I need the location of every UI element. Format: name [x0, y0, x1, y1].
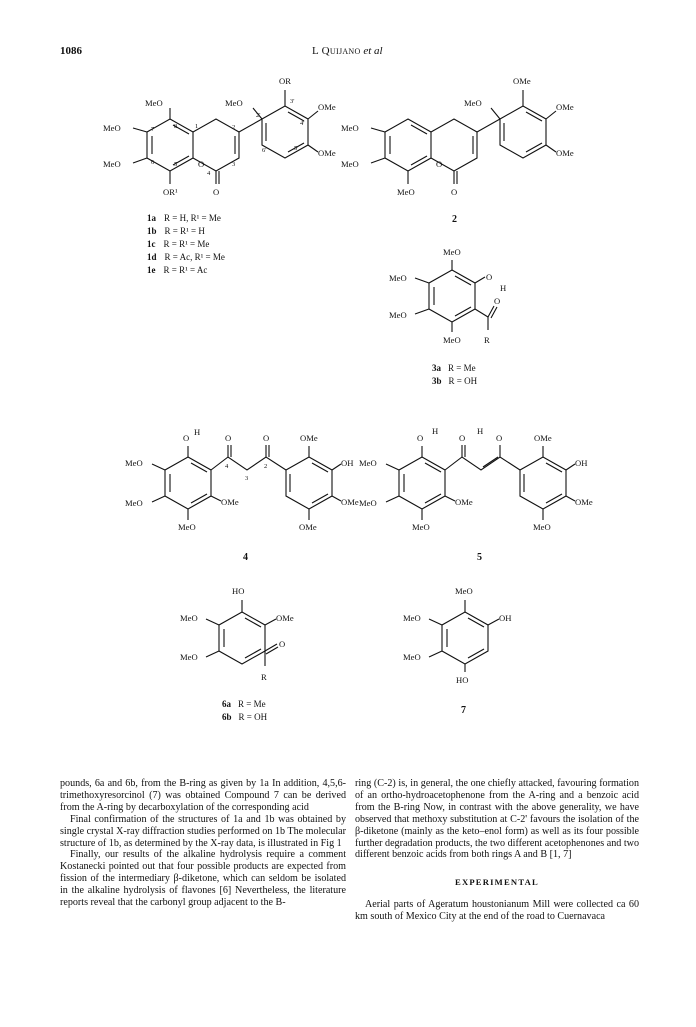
s4-label-ome-top: OMe	[300, 433, 318, 443]
s7-compound-number: 7	[461, 705, 466, 716]
legend-1a-text: R = H, R¹ = Me	[164, 213, 221, 223]
legend-1e-id: 1e	[147, 265, 156, 275]
paragraph-left-3: Finally, our results of the alkaline hydrolysis require a comment Kostanecki pointed out that four possible products are expected from fission of the intermediary β-diketone, which can seldom be isolated in the alkaline hydrolysis of flavones [6] Nevertheless, the literature reports reveal that the carbonyl group adjacent to the B-	[60, 849, 346, 909]
s2-label-meo-2prime: MeO	[464, 98, 482, 108]
s5-label-oh-right: OH	[575, 458, 588, 468]
legend-3b-id: 3b	[432, 376, 442, 386]
s1-num-5: 5	[174, 161, 178, 168]
s5-label-h-1: H	[432, 426, 439, 436]
s1-label-ring-o: O	[198, 159, 205, 169]
legend-1c-text: R = R¹ = Me	[163, 239, 210, 249]
s4-num-3: 3	[245, 475, 249, 482]
s2-label-carbonyl-o: O	[451, 187, 458, 197]
s1-label-meo-2prime: MeO	[225, 98, 243, 108]
legend-3a-id: 3a	[432, 363, 441, 373]
s4-label-oh-right: OH	[341, 458, 354, 468]
s2-compound-number: 2	[452, 214, 457, 225]
s1-num-2prime: 2'	[256, 112, 261, 119]
s6-label-r: R	[261, 672, 267, 682]
s2-label-ome-5prime: OMe	[556, 148, 574, 158]
legend-1b-text: R = R¹ = H	[164, 226, 205, 236]
legend-3a	[432, 363, 476, 373]
legend-1e-text: R = R¹ = Ac	[163, 265, 208, 275]
legend-6b-text: R = OH	[238, 712, 268, 722]
s5-label-ome-lower-right: OMe	[575, 497, 593, 507]
running-head-etal: et al	[363, 45, 383, 57]
legend-1d	[147, 252, 225, 262]
legend-6b-id: 6b	[222, 712, 232, 722]
legend-1d-text: R = Ac, R¹ = Me	[164, 252, 225, 262]
s1-num-4prime: 4'	[300, 120, 305, 127]
s5-label-meo-bottom-right: MeO	[533, 522, 551, 532]
s4-label-hydroxyl-o: O	[183, 433, 190, 443]
s4-label-ome-bottom: OMe	[299, 522, 317, 532]
s4-num-2: 2	[264, 463, 268, 470]
s1-num-5prime: 5'	[294, 145, 299, 152]
s5-label-o-1: O	[417, 433, 424, 443]
legend-1a-id: 1a	[147, 213, 156, 223]
s1-num-1: 1	[195, 123, 199, 130]
s1-num-2: 2	[232, 124, 236, 131]
s1-label-or: OR	[279, 76, 291, 86]
s2-label-meo-5: MeO	[397, 187, 415, 197]
s4-label-meo-lower-left: MeO	[125, 498, 143, 508]
s3-label-meo-bottom: MeO	[443, 335, 461, 345]
s4-label-carbonyl-o-1: O	[225, 433, 232, 443]
s2-label-ring-o: O	[436, 159, 443, 169]
s3-label-carbonyl-o: O	[494, 296, 501, 306]
s1-num-8: 8	[174, 123, 178, 130]
paragraph-experimental: Aerial parts of Ageratum houstonianum Mill were collected ca 60 km south of Mexico City at the end of the road to Cuernavaca	[355, 899, 639, 923]
s3-label-r: R	[484, 335, 490, 345]
section-title-experimental: EXPERIMENTAL	[455, 877, 539, 888]
legend-1a	[147, 213, 221, 223]
s1-num-6prime: 6'	[262, 147, 267, 154]
s1-label-meo-6: MeO	[103, 159, 121, 169]
body-column-right	[355, 778, 639, 923]
s7-label-meo-top: MeO	[455, 586, 473, 596]
legend-6a-text: R = Me	[238, 699, 266, 709]
s6-label-meo-left: MeO	[180, 613, 198, 623]
s6-label-ome-right: OMe	[276, 613, 294, 623]
legend-3b-text: R = OH	[448, 376, 478, 386]
s5-label-h-2: H	[477, 426, 484, 436]
s1-label-carbonyl-o: O	[213, 187, 220, 197]
legend-1b	[147, 226, 205, 236]
s1-num-3prime: 3'	[290, 98, 295, 105]
structure-7	[429, 600, 499, 672]
s2-label-meo-6: MeO	[341, 159, 359, 169]
legend-6a-id: 6a	[222, 699, 231, 709]
structure-3	[415, 260, 497, 332]
s7-label-meo-lower: MeO	[403, 652, 421, 662]
s3-label-meo-top: MeO	[443, 247, 461, 257]
legend-1c-id: 1c	[147, 239, 156, 249]
legend-3a-text: R = Me	[448, 363, 476, 373]
s4-label-ome-inner: OMe	[221, 497, 239, 507]
paragraph-left-2: Final confirmation of the structures of 1a and 1b was obtained by single crystal X-ray diffraction studies performed on 1b The molecular structure of 1b, as determined by the X-ray data, is illustrated in Fig 1	[60, 813, 346, 849]
s3-label-meo-left: MeO	[389, 273, 407, 283]
paragraph-left-1: pounds, 6a and 6b, from the B-ring as given by 1a In addition, 4,5,6-trimethoxyresorcinol (7) was obtained Compound 7 can be derived from the A-ring by decarboxylation of the corresponding acid	[60, 778, 346, 813]
s1-label-meo-7: MeO	[103, 123, 121, 133]
s1-num-3: 3	[232, 161, 236, 168]
s7-label-ho-bottom: HO	[456, 675, 469, 685]
structure-5	[386, 445, 575, 520]
s4-label-carbonyl-o-2: O	[263, 433, 270, 443]
s2-label-ome-4prime: OMe	[556, 102, 574, 112]
paragraph-right-1: ring (C-2) is, in general, the one chiefly attacked, favouring formation of an ortho-hydroacetophenone from the A-ring and a benzoic acid from the B-ring Now, in contrast with the above generality, we have observed that methoxy substitution at C-2' favours the isolation of the β-diketone (mainly as the keto–enol form) as well as its four possible further degradation products, the two different acetophenones and two different benzoic acids from both rings A and B [1, 7]	[355, 778, 639, 861]
s5-compound-number: 5	[477, 552, 482, 563]
s1-label-meo-top: MeO	[145, 98, 163, 108]
legend-6b	[222, 712, 268, 722]
s5-label-o-2: O	[459, 433, 466, 443]
s7-label-oh-right: OH	[499, 613, 512, 623]
s4-label-h: H	[194, 427, 201, 437]
legend-1d-id: 1d	[147, 252, 157, 262]
s5-label-ome-top: OMe	[534, 433, 552, 443]
legend-3b	[432, 376, 478, 386]
structure-6	[206, 600, 278, 666]
s3-label-meo-lower: MeO	[389, 310, 407, 320]
s5-label-o-3: O	[496, 433, 503, 443]
s7-label-meo-left: MeO	[403, 613, 421, 623]
page-number: 1086	[60, 45, 82, 57]
legend-1c	[147, 239, 209, 249]
s4-label-meo-bottom: MeO	[178, 522, 196, 532]
s1-label-or1: OR¹	[163, 187, 178, 197]
s4-compound-number: 4	[243, 552, 248, 563]
s4-label-meo-upper-left: MeO	[125, 458, 143, 468]
s2-label-meo-7: MeO	[341, 123, 359, 133]
s6-label-ho: HO	[232, 586, 245, 596]
s5-label-ome-inner: OMe	[455, 497, 473, 507]
running-head-authors: L Quijano	[312, 45, 361, 57]
legend-1b-id: 1b	[147, 226, 157, 236]
s5-label-meo-upper-left: MeO	[359, 458, 377, 468]
s5-label-meo-bottom-left: MeO	[412, 522, 430, 532]
structure-4	[152, 445, 341, 520]
s2-label-ome-top: OMe	[513, 76, 531, 86]
s3-label-hydroxyl-o: O	[486, 272, 493, 282]
s5-label-meo-lower-left: MeO	[359, 498, 377, 508]
s4-label-ome-lower-right: OMe	[341, 497, 359, 507]
s1-label-ome-5prime: OMe	[318, 148, 336, 158]
s6-label-carbonyl-o: O	[279, 639, 286, 649]
s1-num-7: 7	[151, 126, 155, 133]
s1-label-ome-4prime: OMe	[318, 102, 336, 112]
body-column-left	[60, 778, 346, 909]
s1-num-4: 4	[207, 170, 211, 177]
s3-label-h: H	[500, 283, 507, 293]
legend-1e	[147, 265, 207, 275]
s6-label-meo-lower: MeO	[180, 652, 198, 662]
s1-num-6: 6	[151, 159, 155, 166]
s4-num-4: 4	[225, 463, 229, 470]
legend-6a	[222, 699, 266, 709]
